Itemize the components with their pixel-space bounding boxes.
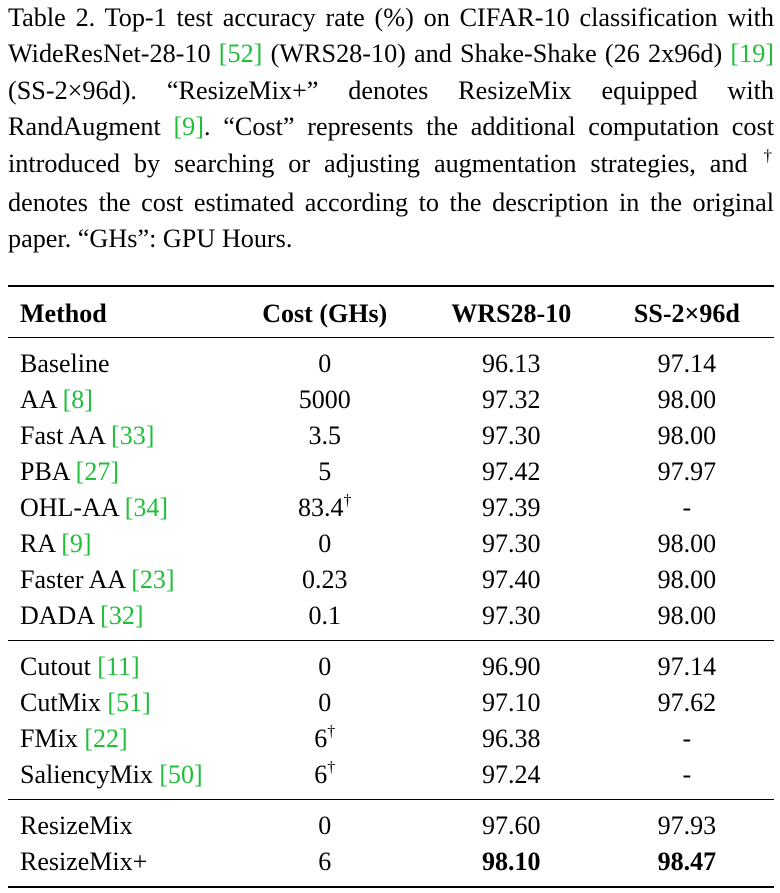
cost-value: 0 bbox=[318, 529, 332, 558]
table-row bbox=[8, 800, 774, 845]
method-name: Baseline bbox=[20, 349, 110, 378]
method-name: FMix bbox=[20, 724, 78, 753]
cost-cell bbox=[227, 338, 423, 383]
cost-cell bbox=[227, 757, 423, 800]
cost-cell bbox=[227, 844, 423, 887]
table-row bbox=[8, 418, 774, 454]
citation-link[interactable]: [33] bbox=[111, 421, 155, 450]
cost-cell bbox=[227, 685, 423, 721]
method-name: Faster AA bbox=[20, 565, 125, 594]
cost-cell bbox=[227, 454, 423, 490]
cost-value: 6 bbox=[318, 847, 332, 876]
method-cell bbox=[8, 641, 227, 686]
method-cell bbox=[8, 490, 227, 526]
caption-text: (WRS28-10) and Shake-Shake (26 2x96d) bbox=[270, 39, 723, 69]
citation-link[interactable]: [9] bbox=[61, 529, 92, 558]
table-row bbox=[8, 844, 774, 887]
ss-2x96d-accuracy: 98.00 bbox=[657, 601, 717, 630]
cost-cell bbox=[227, 490, 423, 526]
table-row bbox=[8, 757, 774, 800]
method-cell bbox=[8, 844, 227, 887]
table-body bbox=[8, 338, 774, 888]
cost-cell bbox=[227, 418, 423, 454]
ss-2x96d-accuracy: 98.47 bbox=[657, 847, 717, 876]
table-row bbox=[8, 490, 774, 526]
cost-value: 5 bbox=[318, 457, 332, 486]
ss-2x96d-accuracy: 98.00 bbox=[657, 565, 717, 594]
citation-link[interactable]: [23] bbox=[131, 565, 175, 594]
ss-2x96d-accuracy: 97.97 bbox=[657, 457, 717, 486]
method-name: PBA bbox=[20, 457, 70, 486]
citation-link[interactable]: [50] bbox=[159, 760, 203, 789]
method-cell bbox=[8, 526, 227, 562]
method-cell bbox=[8, 800, 227, 845]
header-cost: Cost (GHs) bbox=[262, 299, 388, 328]
method-cell bbox=[8, 721, 227, 757]
wrs28-10-accuracy: 97.32 bbox=[482, 385, 541, 414]
cost-value: 83.4 bbox=[298, 493, 344, 522]
dagger-symbol: † bbox=[763, 145, 772, 165]
method-cell bbox=[8, 598, 227, 641]
dagger-symbol: † bbox=[343, 492, 352, 509]
wrs28-10-accuracy: 97.24 bbox=[482, 760, 541, 789]
table-row bbox=[8, 454, 774, 490]
cost-value: 0.23 bbox=[302, 565, 348, 594]
dagger-symbol: † bbox=[327, 723, 336, 740]
citation-link[interactable]: [51] bbox=[107, 688, 151, 717]
table-row bbox=[8, 685, 774, 721]
cost-cell bbox=[227, 382, 423, 418]
method-cell bbox=[8, 454, 227, 490]
cost-cell bbox=[227, 562, 423, 598]
method-cell bbox=[8, 418, 227, 454]
ss-2x96d-accuracy: 98.00 bbox=[657, 529, 717, 558]
method-name: OHL-AA bbox=[20, 493, 119, 522]
method-name: DADA bbox=[20, 601, 94, 630]
citation-link[interactable]: [22] bbox=[84, 724, 128, 753]
wrs28-10-accuracy: 96.38 bbox=[482, 724, 541, 753]
ss-2x96d-accuracy: - bbox=[682, 760, 692, 789]
wrs28-10-accuracy: 97.60 bbox=[482, 811, 541, 840]
ss-2x96d-accuracy: 98.00 bbox=[657, 421, 717, 450]
method-name: ResizeMix+ bbox=[20, 847, 148, 876]
method-cell bbox=[8, 562, 227, 598]
table-row bbox=[8, 721, 774, 757]
ss-2x96d-accuracy: 98.00 bbox=[657, 385, 717, 414]
method-name: Cutout bbox=[20, 652, 91, 681]
cost-value: 3.5 bbox=[308, 421, 341, 450]
ss-2x96d-accuracy: - bbox=[682, 493, 692, 522]
table-row bbox=[8, 526, 774, 562]
table-row bbox=[8, 382, 774, 418]
ss-2x96d-accuracy: 97.14 bbox=[657, 349, 717, 378]
caption-paragraph bbox=[8, 0, 774, 258]
ss-2x96d-accuracy: - bbox=[682, 724, 692, 753]
caption-text: . “Cost” represents the additional computation cost introduced by searching or adjusting augmentation strategies, and bbox=[8, 112, 774, 178]
wrs28-10-accuracy: 98.10 bbox=[482, 847, 541, 876]
header-wrs28-10: WRS28-10 bbox=[451, 299, 572, 328]
method-name: ResizeMix bbox=[20, 811, 133, 840]
cost-cell bbox=[227, 598, 423, 641]
method-name: SaliencyMix bbox=[20, 760, 153, 789]
method-name: AA bbox=[20, 385, 57, 414]
cost-cell bbox=[227, 526, 423, 562]
cost-cell bbox=[227, 641, 423, 686]
ss-2x96d-accuracy: 97.14 bbox=[657, 652, 717, 681]
method-cell bbox=[8, 757, 227, 800]
citation-link[interactable]: [9] bbox=[173, 112, 204, 142]
cost-cell bbox=[227, 800, 423, 845]
caption-label: Table 2. bbox=[8, 3, 96, 32]
citation-link[interactable]: [8] bbox=[62, 385, 93, 414]
method-cell bbox=[8, 382, 227, 418]
wrs28-10-accuracy: 97.40 bbox=[482, 565, 541, 594]
method-name: RA bbox=[20, 529, 55, 558]
cost-value: 0.1 bbox=[308, 601, 341, 630]
citation-link[interactable]: [34] bbox=[124, 493, 169, 522]
wrs28-10-accuracy: 97.39 bbox=[482, 493, 541, 522]
caption-text: Top-1 test accuracy rate (%) on CIFAR-10 classification with WideResNet-28-10 bbox=[8, 3, 774, 69]
table-row bbox=[8, 598, 774, 641]
caption-text: (SS-2×96d). “ResizeMix+” denotes ResizeMix equipped with RandAugment bbox=[8, 75, 774, 142]
citation-link[interactable]: [27] bbox=[75, 457, 119, 486]
method-name: CutMix bbox=[20, 688, 101, 717]
cost-value: 0 bbox=[318, 349, 332, 378]
table-row bbox=[8, 641, 774, 686]
citation-link[interactable]: [32] bbox=[100, 601, 144, 630]
wrs28-10-accuracy: 97.30 bbox=[482, 601, 541, 630]
dagger-symbol: † bbox=[327, 759, 336, 776]
header-method: Method bbox=[20, 299, 107, 328]
citation-link[interactable]: [52] bbox=[218, 39, 263, 69]
cost-value: 6 bbox=[314, 760, 328, 789]
ss-2x96d-accuracy: 97.62 bbox=[657, 688, 717, 717]
cost-value: 6 bbox=[314, 724, 328, 753]
wrs28-10-accuracy: 97.30 bbox=[482, 529, 541, 558]
method-name: Fast AA bbox=[20, 421, 105, 450]
header-ss-2x96d: SS-2×96d bbox=[633, 299, 740, 328]
citation-link[interactable]: [11] bbox=[97, 652, 140, 681]
wrs28-10-accuracy: 97.10 bbox=[482, 688, 541, 717]
citation-link[interactable]: [19] bbox=[730, 39, 775, 69]
method-cell bbox=[8, 685, 227, 721]
wrs28-10-accuracy: 97.42 bbox=[482, 457, 541, 486]
ss-2x96d-accuracy: 97.93 bbox=[657, 811, 717, 840]
method-cell bbox=[8, 338, 227, 383]
caption-text: denotes the cost estimated according to the description in the original paper. “GHs”: GPU Hours. bbox=[8, 188, 774, 254]
results-table bbox=[8, 285, 774, 888]
wrs28-10-accuracy: 96.13 bbox=[482, 349, 541, 378]
table-row bbox=[8, 338, 774, 383]
table-header-row bbox=[8, 286, 774, 338]
wrs28-10-accuracy: 97.30 bbox=[482, 421, 541, 450]
cost-value: 0 bbox=[318, 688, 332, 717]
cost-cell bbox=[227, 721, 423, 757]
wrs28-10-accuracy: 96.90 bbox=[482, 652, 541, 681]
cost-value: 0 bbox=[318, 652, 332, 681]
table-caption bbox=[8, 0, 774, 258]
table-row bbox=[8, 562, 774, 598]
cost-value: 0 bbox=[318, 811, 332, 840]
cost-value: 5000 bbox=[298, 385, 351, 414]
